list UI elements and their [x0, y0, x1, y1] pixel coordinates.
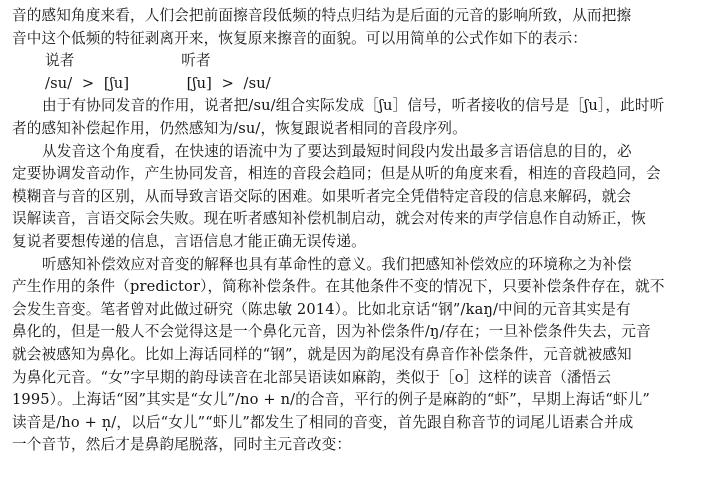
text-line-8: 误解读音，言语交际会失败。现在听者感知补偿机制启动，就会对传来的声学信息作自动矫正，恢 [12, 210, 646, 228]
speaker-label: 说者 [45, 52, 75, 70]
text-line-11: 产生作用的条件（predictor），简称补偿条件。在其他条件不变的情况下，只要补偿条件存在，就不 [12, 278, 665, 296]
text-line-1: 音的感知角度来看，人们会把前面擦音段低频的特点归结为是后面的元音的影响所致，从而把擦 [12, 7, 632, 24]
text-line-16: 1995）。上海话“囡”其实是“女儿”/no + n/的合音，平行的例子是麻韵的“虾”，早期上海话“虾儿” [12, 391, 650, 409]
text-line-7: 模糊音与音的区别，从而导致言语交际的困难。如果听者完全凭借特定音段的信息来解码，就会 [12, 187, 632, 205]
listener-label: 听者 [181, 52, 211, 70]
text-line-9: 复说者要想传递的信息，言语信息才能正确无误传递。 [12, 232, 366, 250]
text-line-5: 从发音这个角度看，在快速的语流中为了要达到最短时间段内发出最多言语信息的目的，必 [42, 142, 632, 160]
text-line-6: 定要协调发音动作，产生协同发音，相连的音段会趋同；但是从听的角度来看，相连的音段趋同，会 [12, 165, 661, 183]
text-line-4: 者的感知补偿起作用，仍然感知为/su/，恢复跟说者相同的音段序列。 [12, 119, 467, 137]
formula-header [12, 50, 697, 73]
text-line-10: 听感知补偿效应对音变的解释也具有革命性的意义。我们把感知补偿效应的环境称之为补偿 [42, 255, 632, 273]
text-line-13: 鼻化的，但是一般人不会觉得这是一个鼻化元音，因为补偿条件/ŋ/存在；一旦补偿条件失去，元音 [12, 323, 651, 341]
text-line-15: 为鼻化元音。“女”字早期的韵母读音在北部吴语读如麻韵，类似于［o］这样的读音（潘悟云 [12, 368, 612, 386]
formula-text: /su/ > [ʃu] [ʃu] > /su/ [45, 74, 271, 92]
text-line-14: 就会被感知为鼻化。比如上海话同样的“钢”，就是因为韵尾没有鼻音作补偿条件，元音就被感知 [12, 345, 632, 363]
formula-expression [12, 73, 697, 96]
text-line-2: 音中这个低频的特征剥离开来，恢复原来擦音的面貌。可以用简单的公式作如下的表示： [12, 29, 588, 47]
text-line-3: 由于有协同发音的作用，说者把/su/组合实际发成［ʃu］信号，听者接收的信号是［ʃu］，此时听 [42, 97, 665, 115]
text-line-18: 一个音节，然后才是鼻韵尾脱落，同时主元音改变： [12, 436, 352, 454]
text-line-12: 会发生音变。笔者曾对此做过研究（陈忠敏 2014）。比如北京话“钢”/kaŋ/中间的元音其实是有 [12, 300, 631, 318]
text-line-17: 读音是/ho + n̩/，以后“女儿”“虾儿”都发生了相同的音变，首先跟自称音节的词尾儿语素合并成 [12, 413, 634, 431]
